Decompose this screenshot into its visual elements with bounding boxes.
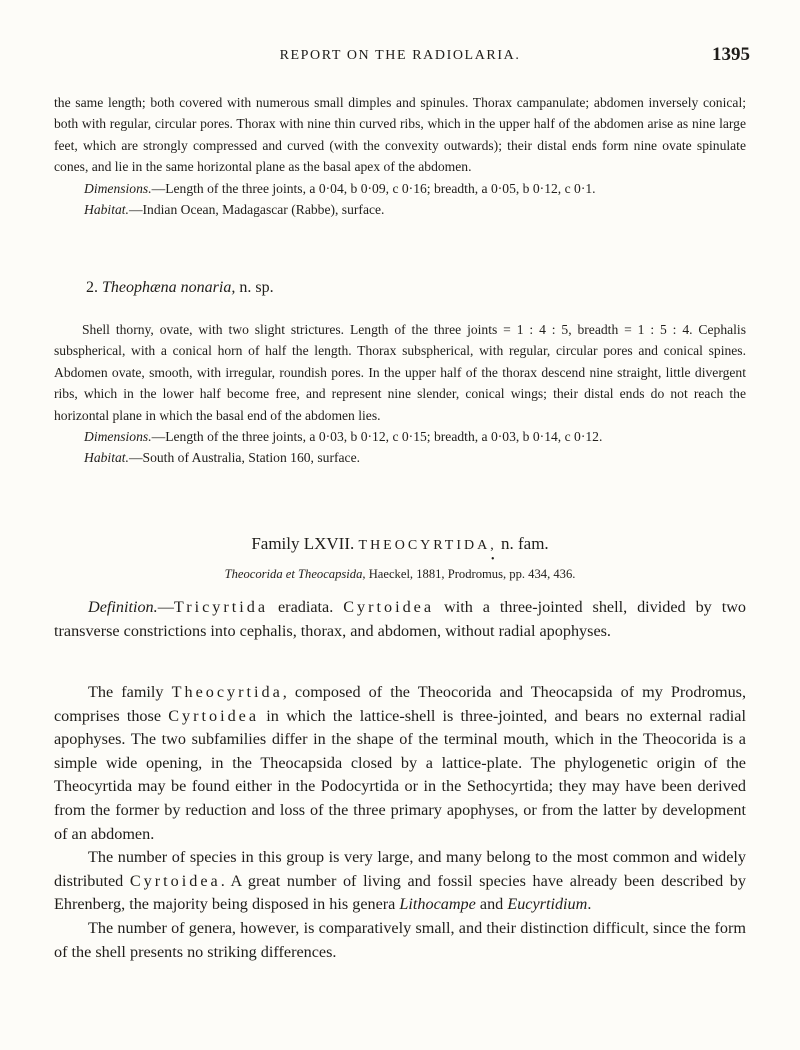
continued-habitat <box>54 199 746 220</box>
term-theocyrtida: Theocyrtida <box>171 683 283 701</box>
body-text <box>54 681 746 964</box>
running-header: REPORT ON THE RADIOLARIA. <box>279 48 521 63</box>
species-description: Shell thorny, ovate, with two slight strictures. Length of the three joints = 1 : 4 : 5, breadth = 1 : 5 : 4. Cephalis subspherical, with a conical horn of half the length. Thorax subspherical, with regular, circular pores and conical spines. Abdomen ovate, smooth, with irregular, roundish pores. In the upper half of the thorax descend nine straight, little divergent ribs, which in the lower half become free, and represent nine slender, conical wings; their distal ends do not reach the horizontal plane in which the basal end of the abdomen lies. <box>54 322 746 423</box>
p2-text-a: The number of species in this group is very large, and many belong to the most common and widely distributed <box>54 848 746 890</box>
synonym-reference: Haeckel, 1881, Prodromus, pp. 434, 436. <box>368 567 576 581</box>
definition-text-1: eradiata. <box>268 598 344 616</box>
continued-species-block <box>54 92 746 220</box>
species-name: Theophæna nonaria, <box>102 279 236 296</box>
paragraph-1 <box>54 681 746 846</box>
p2-text-c: and <box>475 895 508 914</box>
term-cyrtoidea: Cyrtoidea <box>343 598 435 616</box>
decorative-dot: • <box>491 554 495 565</box>
habitat-label: Habitat. <box>84 450 129 466</box>
definition-block <box>54 596 746 643</box>
genus-eucyrtidium: Eucyrtidium <box>507 895 588 914</box>
term-cyrtoidea: Cyrtoidea <box>168 706 260 725</box>
definition-paragraph <box>54 596 746 643</box>
continued-dimensions <box>54 178 746 199</box>
family-heading <box>0 534 800 554</box>
synonym-names: Theocorida et Theocapsida, <box>224 567 366 581</box>
term-cyrtoidea: Cyrtoidea <box>129 871 221 890</box>
species-heading <box>86 279 274 297</box>
dimensions-text: —Length of the three joints, a 0·03, b 0·12, c 0·15; breadth, a 0·03, b 0·14, c 0·12. <box>151 429 603 445</box>
habitat-label: Habitat. <box>84 202 129 218</box>
paragraph-2 <box>54 846 746 917</box>
species-dimensions <box>54 426 746 447</box>
species-suffix: n. sp. <box>239 279 274 296</box>
dimensions-text: —Length of the three joints, a 0·04, b 0·09, c 0·16; breadth, a 0·05, b 0·12, c 0·1. <box>151 180 596 196</box>
continued-description: the same length; both covered with numerous small dimples and spinules. Thorax campanulate; abdomen inversely conical; both with regular, circular pores. Thorax with nine thin curved ribs, which in the upper half of the abdomen arise as nine large feet, which are strongly compressed and curved (with the convexity outwards); their distal ends form nine ovate spinulate cones, and lie in the same horizontal plane as the basal apex of the abdomen. <box>54 95 746 175</box>
definition-dash: — <box>157 598 174 616</box>
species-block <box>54 319 746 469</box>
paragraph-3: The number of genera, however, is comparatively small, and their distinction difficult, since the form of the shell presents no striking differences. <box>54 918 746 961</box>
habitat-text: —Indian Ocean, Madagascar (Rabbe), surface. <box>128 202 385 218</box>
family-synonym <box>0 567 800 582</box>
habitat-text: —South of Australia, Station 160, surface. <box>128 450 360 466</box>
p1-text-b: , composed of the Theocorida and Theocapsida of my Prodromus, comprises those <box>54 683 747 725</box>
species-number: 2. <box>86 279 98 296</box>
definition-text-2: with a three-jointed shell, divided by two transverse constrictions into cephalis, thorax, and abdomen, without radial apophyses. <box>54 598 747 640</box>
page-number: 1395 <box>712 44 750 65</box>
dimensions-label: Dimensions. <box>84 180 152 196</box>
family-prefix: Family LXVII. <box>251 534 355 553</box>
p1-text-c: in which the lattice-shell is three-jointed, and bears no external radial apophyses. The two subfamilies differ in the shape of the terminal mouth, which in the Theocorida is a simple wide opening, in the Theocapsida closed by a lattice-plate. The phylogenetic origin of the Theocyrtida may be found either in the Podocyrtida or in the Sethocyrtida; they may have been derived from the former by reduction and loss of the three primary apophyses, or from the latter by development of an abdomen. <box>54 706 746 843</box>
p2-text-b: . A great number of living and fossil species have already been described by Ehrenberg, the majority being disposed in his genera <box>54 871 746 914</box>
definition-label: Definition. <box>88 598 158 616</box>
species-habitat <box>54 447 746 468</box>
p1-text-a: The family <box>88 683 172 701</box>
dimensions-label: Dimensions. <box>84 429 152 445</box>
family-suffix: n. fam. <box>500 534 549 553</box>
term-tricyrtida: Tricyrtida <box>173 598 269 616</box>
family-name: THEOCYRTIDA, <box>358 538 497 553</box>
p2-text-d: . <box>587 895 592 914</box>
genus-lithocampe: Lithocampe <box>399 895 476 914</box>
